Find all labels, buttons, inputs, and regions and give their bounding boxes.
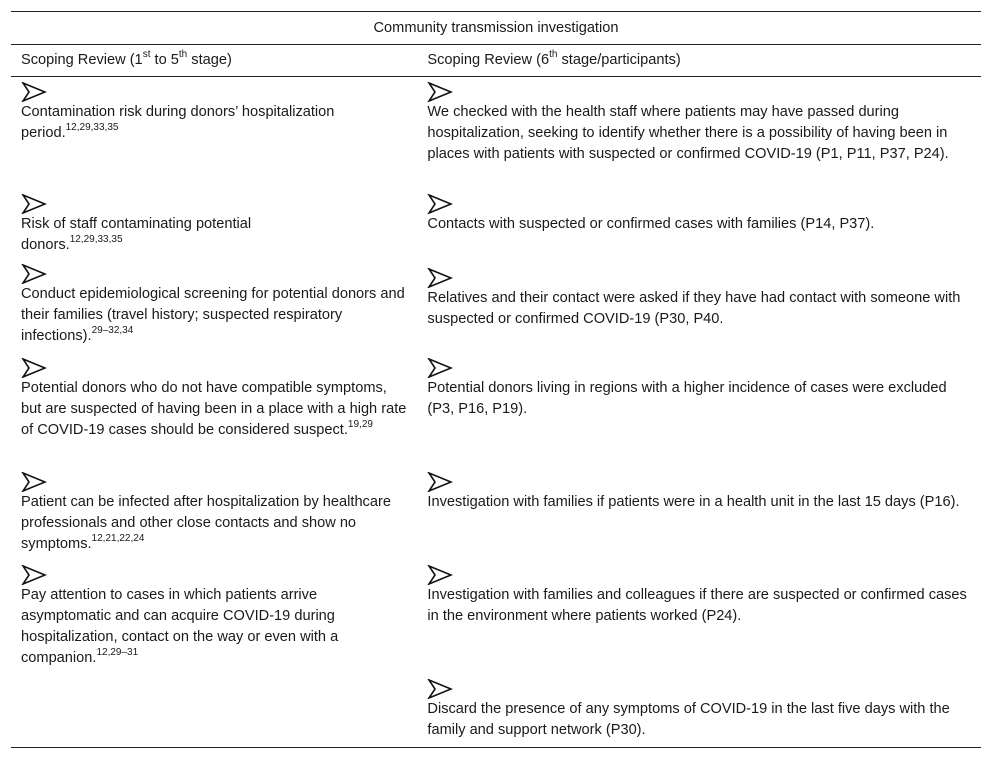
header-sup: st	[142, 49, 151, 61]
reference-sup: 12,29–31	[96, 647, 139, 659]
header-text: stage)	[187, 52, 232, 68]
header-text: Scoping Review (1	[21, 52, 143, 68]
left-cell	[11, 560, 417, 674]
cell-text: Patient can be infected after hospitalization by healthcare professionals and other close contacts and show no symptoms.	[21, 494, 391, 552]
header-sup: th	[549, 49, 558, 61]
right-cell-text: Investigation with families if patients were in a health unit in the last 15 days (P16).	[427, 494, 960, 510]
arrowhead-bullet-icon	[427, 82, 453, 102]
left-cell	[11, 189, 417, 259]
cell-text: Risk of staff contaminating potential donors.	[21, 216, 252, 253]
right-cell-text: Potential donors living in regions with a higher incidence of cases were excluded (P3, P16, P19).	[427, 380, 947, 417]
table-row	[11, 467, 981, 560]
right-cell	[417, 259, 981, 353]
table-row	[11, 189, 981, 259]
right-cell	[417, 674, 981, 748]
left-cell	[11, 353, 417, 467]
left-cell-text	[21, 102, 407, 144]
right-cell-text: Contacts with suspected or confirmed cases with families (P14, P37).	[427, 216, 875, 232]
right-cell-text: We checked with the health staff where patients may have passed during hospitalization, seeking to identify whether there is a possibility of having been in places with patients with suspected or confirmed COVID-19 (P1, P11, P37, P24).	[427, 104, 949, 162]
right-cell	[417, 353, 981, 467]
arrowhead-bullet-icon	[21, 358, 47, 378]
cell-text: Contamination risk during donors’ hospitalization period.	[21, 104, 335, 141]
arrowhead-bullet-icon	[427, 194, 453, 214]
arrowhead-bullet-icon	[21, 264, 47, 284]
table-container	[11, 11, 981, 748]
left-cell-text	[21, 284, 407, 347]
reference-sup: 29–32,34	[91, 325, 134, 337]
left-cell	[11, 674, 417, 748]
arrowhead-bullet-icon	[21, 565, 47, 585]
right-cell-text: Relatives and their contact were asked if they have had contact with someone with suspected or confirmed COVID-19 (P30, P40.	[427, 290, 961, 327]
right-cell	[417, 467, 981, 560]
right-cell-text: Investigation with families and colleagues if there are suspected or confirmed cases in the environment where patients worked (P24).	[427, 587, 967, 624]
right-cell	[417, 77, 981, 190]
table-row	[11, 560, 981, 674]
reference-sup: 12,29,33,35	[65, 122, 119, 134]
reference-sup: 12,29,33,35	[69, 234, 123, 246]
header-sup: th	[178, 49, 188, 61]
left-cell	[11, 77, 417, 190]
table-title-row	[11, 12, 981, 45]
community-transmission-table	[11, 11, 981, 748]
right-cell-text: Discard the presence of any symptoms of COVID-19 in the last five days with the family and support network (P30).	[427, 701, 950, 738]
right-cell	[417, 189, 981, 259]
table-row	[11, 353, 981, 467]
column-header-scoping-review-1-5	[11, 45, 417, 77]
left-cell	[11, 259, 417, 353]
column-header-scoping-review-6	[417, 45, 981, 77]
table-title: Community transmission investigation	[11, 12, 981, 45]
left-cell	[11, 467, 417, 560]
left-cell-text	[21, 214, 281, 256]
arrowhead-bullet-icon	[427, 472, 453, 492]
cell-text: Potential donors who do not have compatible symptoms, but are suspected of having been in a place with a high rate of COVID-19 cases should be considered suspect.	[21, 380, 407, 438]
cell-text: Pay attention to cases in which patients arrive asymptomatic and can acquire COVID-19 during hospitalization, contact on the way or even with a companion.	[21, 587, 339, 666]
arrowhead-bullet-icon	[427, 679, 453, 699]
left-cell-text	[21, 492, 407, 555]
right-cell	[417, 560, 981, 674]
header-text: to 5	[150, 52, 179, 68]
arrowhead-bullet-icon	[21, 82, 47, 102]
column-header-row	[11, 45, 981, 77]
arrowhead-bullet-icon	[427, 565, 453, 585]
table-row	[11, 259, 981, 353]
arrowhead-bullet-icon	[427, 358, 453, 378]
arrowhead-bullet-icon	[21, 194, 47, 214]
table-row	[11, 674, 981, 748]
cell-text: Conduct epidemiological screening for potential donors and their families (travel history; suspected respiratory infections).	[21, 286, 405, 344]
left-cell-text	[21, 378, 407, 441]
header-text: stage/participants)	[557, 52, 681, 68]
reference-sup: 19,29	[347, 419, 373, 431]
arrowhead-bullet-icon	[21, 472, 47, 492]
table-row	[11, 77, 981, 190]
arrowhead-bullet-icon	[427, 268, 453, 288]
left-cell-text	[21, 585, 407, 669]
header-text: Scoping Review (6	[427, 52, 550, 68]
reference-sup: 12,21,22,24	[91, 533, 145, 545]
